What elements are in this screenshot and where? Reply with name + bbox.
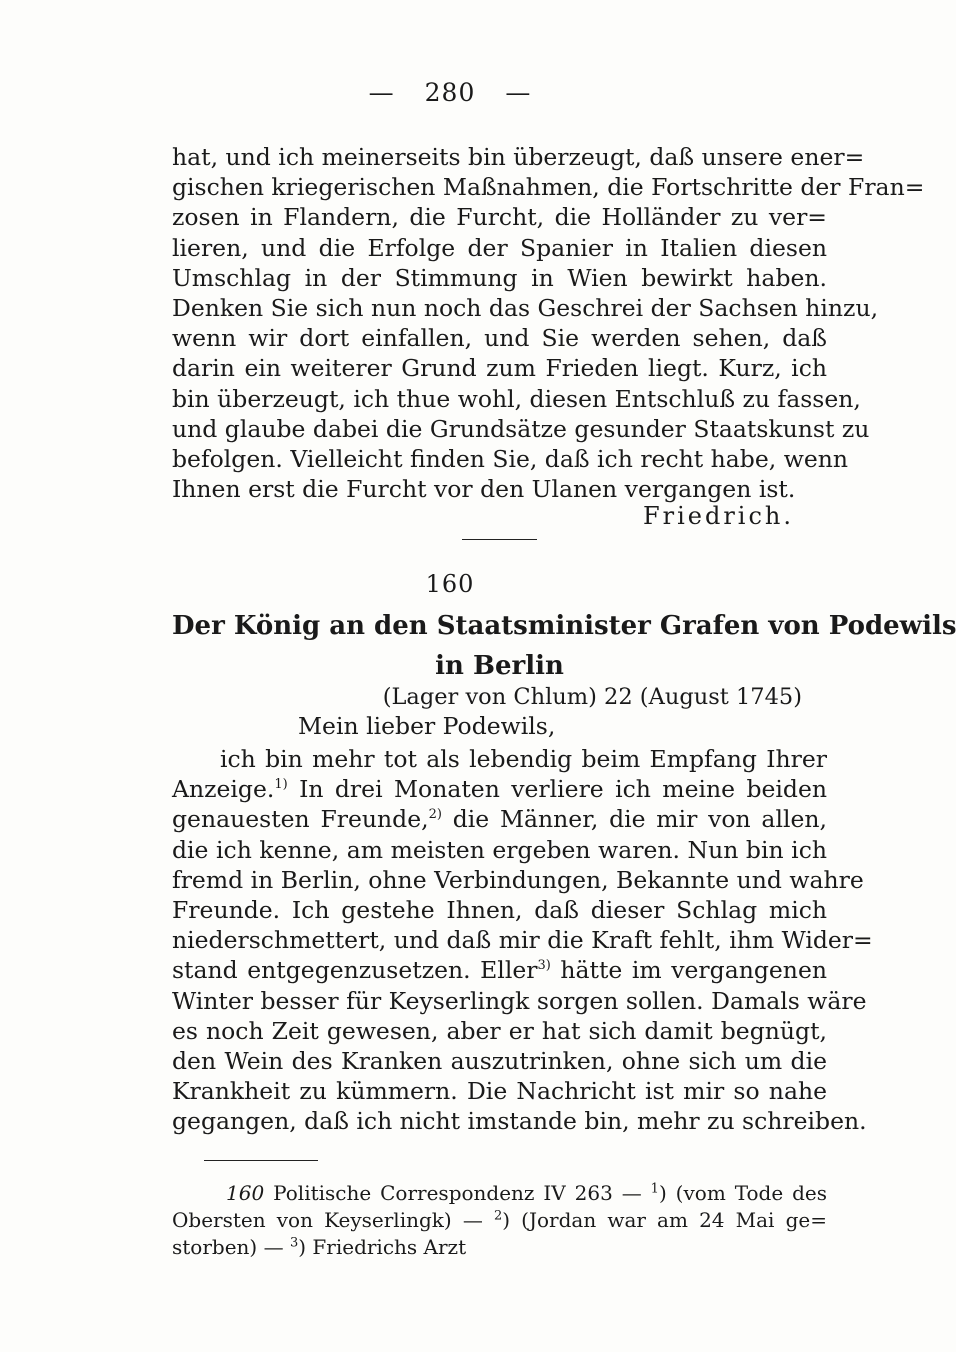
text-line: Denken Sie sich nun noch das Geschrei der Sachsen hinzu, (172, 293, 879, 322)
text-run: stand entgegenzusetzen. Eller (172, 956, 538, 985)
text-run: die Männer, die mir von allen, (441, 805, 827, 834)
text-run: In drei Monaten verliere ich meine beiden (287, 775, 827, 804)
heading-line: Der König an den Staatsminister Grafen von Podewils (172, 611, 956, 641)
text-line: zosen in Flandern, die Furcht, die Holländer zu ver= (172, 203, 827, 232)
text-run: Politische Correspondenz IV 263 — (264, 1181, 651, 1205)
page-number-value: 280 (424, 78, 476, 107)
footnote-marker: 1) (274, 777, 288, 793)
text-run: ) (vom Tode des (658, 1181, 827, 1205)
page-number (0, 78, 900, 107)
footnote-line (172, 1234, 827, 1261)
text-run: Obersten von Keyserlingk) — (172, 1208, 494, 1232)
text-run: Anzeige. (172, 775, 275, 804)
page-number-dash-right: — (505, 78, 532, 107)
text-line: lieren, und die Erfolge der Spanier in Italien diesen (172, 233, 827, 262)
letter-number: 160 (425, 570, 475, 598)
text-run: ) Friedrichs Arzt (298, 1235, 467, 1259)
footnote-number: 160 (226, 1181, 265, 1205)
text-run: ) (Jordan war am 24 Mai ge= (502, 1208, 827, 1232)
text-line: die ich kenne, am meisten ergeben waren. Nun bin ich (172, 835, 827, 864)
page-number-dash-left: — (368, 78, 395, 107)
text-line: fremd in Berlin, ohne Verbindungen, Bekannte und wahre (172, 865, 864, 894)
footnote-line (172, 1207, 827, 1234)
text-line: Freunde. Ich gestehe Ihnen, daß dieser Schlag mich (172, 895, 827, 924)
heading-line: in Berlin (435, 651, 564, 681)
footnotes (172, 1180, 827, 1261)
footnote-line (172, 1180, 827, 1207)
dateline: (Lager von Chlum) 22 (August 1745) (382, 684, 802, 710)
footnote-marker: 1 (650, 1181, 659, 1197)
text-line: bin überzeugt, ich thue wohl, diesen Entschluß zu fassen, (172, 384, 861, 413)
text-line: es noch Zeit gewesen, aber er hat sich damit begnügt, (172, 1016, 827, 1045)
text-line (172, 804, 827, 834)
letter-heading (172, 606, 956, 686)
footnote-marker: 3 (289, 1235, 299, 1251)
text-run: hätte im vergangenen (550, 956, 827, 985)
text-line: den Wein des Kranken auszutrinken, ohne sich um die (172, 1046, 827, 1075)
letter-body (172, 744, 873, 1136)
text-line: ich bin mehr tot als lebendig beim Empfang Ihrer (220, 745, 827, 773)
text-line: Umschlag in der Stimmung in Wien bewirkt haben. (172, 263, 827, 292)
section-divider (462, 539, 537, 540)
text-line: hat, und ich meinerseits bin überzeugt, daß unsere ener= (172, 143, 865, 171)
text-line: und glaube dabei die Grundsätze gesunder Staatskunst zu (172, 414, 870, 443)
footnote-marker: 3) (537, 958, 551, 974)
text-line: darin ein weiterer Grund zum Frieden liegt. Kurz, ich (172, 354, 827, 383)
text-line: Krankheit zu kümmern. Die Nachricht ist mir so nahe (172, 1077, 827, 1106)
text-line: gischen kriegerischen Maßnahmen, die Fortschritte der Fran= (172, 173, 925, 202)
text-line: gegangen, daß ich nicht imstande bin, mehr zu schreiben. (172, 1107, 867, 1136)
text-run: storben) — (172, 1235, 290, 1259)
signature: Friedrich. (642, 502, 794, 530)
footnote-marker: 2) (428, 807, 442, 823)
text-line (172, 955, 827, 985)
footnote-rule (204, 1160, 318, 1161)
salutation: Mein lieber Podewils, (298, 712, 556, 740)
text-line: wenn wir dort einfallen, und Sie werden sehen, daß (172, 324, 827, 353)
text-line (172, 774, 827, 804)
text-run: genauesten Freunde, (172, 805, 429, 834)
text-line: Winter besser für Keyserlingk sorgen sollen. Damals wäre (172, 986, 867, 1015)
continuation-paragraph (172, 142, 925, 504)
text-line: Ihnen erst die Furcht vor den Ulanen vergangen ist. (172, 475, 796, 504)
text-line: niederschmettert, und daß mir die Kraft fehlt, ihm Wider= (172, 926, 873, 955)
text-line: befolgen. Vielleicht finden Sie, daß ich recht habe, wenn (172, 444, 848, 473)
footnote-marker: 2 (493, 1208, 503, 1224)
